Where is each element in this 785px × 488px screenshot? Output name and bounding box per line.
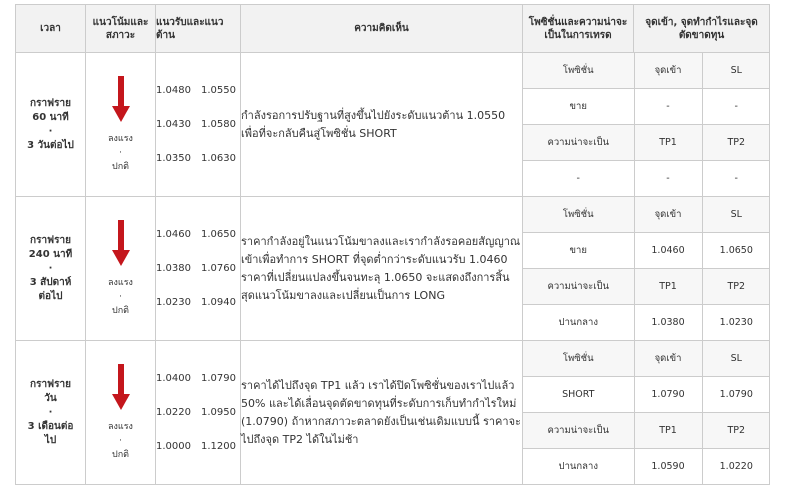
level-pair xyxy=(156,142,240,176)
position-cell xyxy=(523,341,770,485)
period-line: · xyxy=(48,125,53,137)
tp1-label: TP1 xyxy=(634,125,702,161)
entry-value: 1.0790 xyxy=(634,377,702,413)
tp1-value: - xyxy=(634,161,702,197)
trend-state: ปกติ xyxy=(111,305,129,316)
trend-dot: · xyxy=(119,435,122,446)
position-value: SHORT xyxy=(523,377,634,413)
period-line: ต่อไป xyxy=(38,290,63,302)
resistance-value: 1.0940 xyxy=(201,296,236,308)
support-value: 1.0380 xyxy=(156,262,191,274)
table-row xyxy=(16,197,770,341)
period-line: กราฟราย xyxy=(30,234,71,246)
period-line: 240 นาที xyxy=(28,248,73,260)
level-pair xyxy=(156,286,240,320)
probability-value: ปานกลาง xyxy=(523,449,634,485)
position-row xyxy=(523,413,770,449)
position-label: โพซิชั่น xyxy=(523,53,634,89)
analysis-table-container xyxy=(15,4,769,485)
tp2-label: TP2 xyxy=(702,269,770,305)
entry-label: จุดเข้า xyxy=(634,53,702,89)
level-pair xyxy=(156,430,240,464)
support-value: 1.0400 xyxy=(156,372,191,384)
probability-label: ความน่าจะเป็น xyxy=(523,413,634,449)
period-line: วัน xyxy=(44,392,57,404)
position-row xyxy=(523,53,770,89)
trend-state: ปกติ xyxy=(111,161,129,172)
probability-value: ปานกลาง xyxy=(523,305,634,341)
support-value: 1.0230 xyxy=(156,296,191,308)
position-value: ขาย xyxy=(523,89,634,125)
position-table xyxy=(523,53,770,196)
position-row xyxy=(523,449,770,485)
position-row xyxy=(523,233,770,269)
support-value: 1.0000 xyxy=(156,440,191,452)
resistance-value: 1.0580 xyxy=(201,118,236,130)
level-pair xyxy=(156,218,240,252)
sl-label: SL xyxy=(702,341,770,377)
period-line: 60 นาที xyxy=(32,111,69,123)
position-row xyxy=(523,341,770,377)
header-trend: แนวโน้มและสภาวะ xyxy=(86,5,156,53)
forex-analysis-table xyxy=(15,4,770,485)
level-pair xyxy=(156,362,240,396)
position-table xyxy=(523,341,770,484)
period-line: 3 วันต่อไป xyxy=(27,139,74,151)
entry-value: - xyxy=(634,89,702,125)
period-line: กราฟราย xyxy=(30,378,71,390)
support-value: 1.0350 xyxy=(156,152,191,164)
level-pair xyxy=(156,252,240,286)
header-row xyxy=(16,5,770,53)
support-value: 1.0220 xyxy=(156,406,191,418)
trend-strength: ลงแรง xyxy=(108,133,133,144)
table-row xyxy=(16,53,770,197)
position-cell xyxy=(523,197,770,341)
resistance-value: 1.0760 xyxy=(201,262,236,274)
period-line: · xyxy=(48,406,53,418)
position-row xyxy=(523,125,770,161)
period-line: 3 สัปดาห์ xyxy=(29,276,72,288)
sl-value: 1.0790 xyxy=(702,377,770,413)
level-pair xyxy=(156,396,240,430)
position-table xyxy=(523,197,770,340)
levels-cell xyxy=(156,53,241,197)
header-comment: ความคิดเห็น xyxy=(241,5,523,53)
support-value: 1.0430 xyxy=(156,118,191,130)
position-label: โพซิชั่น xyxy=(523,197,634,233)
levels-cell xyxy=(156,341,241,485)
period-cell xyxy=(16,53,86,197)
sl-value: 1.0650 xyxy=(702,233,770,269)
position-row xyxy=(523,377,770,413)
tp1-value: 1.0590 xyxy=(634,449,702,485)
tp2-label: TP2 xyxy=(702,125,770,161)
resistance-value: 1.0790 xyxy=(201,372,236,384)
position-label: โพซิชั่น xyxy=(523,341,634,377)
support-value: 1.0460 xyxy=(156,228,191,240)
trend-dot: · xyxy=(119,291,122,302)
level-pair xyxy=(156,108,240,142)
resistance-value: 1.1200 xyxy=(201,440,236,452)
probability-value: - xyxy=(523,161,634,197)
down-arrow-icon xyxy=(112,364,130,410)
comment-cell: ราคาได้ไปถึงจุด TP1 แล้ว เราได้ปิดโพซิชั่นของเราไปแล้ว 50% และได้เลื่อนจุดตัดขาดทุนที่ระดับการเก็บทำกำไรใหม่ (1.0790) ถ้าหากสภาวะตลาดยังเป็นเช่นเดิมแบบนี้ ราคาจะไปถึงจุด TP2 ได้ในไม่ช้า xyxy=(241,341,523,485)
level-pair xyxy=(156,74,240,108)
trend-dot: · xyxy=(119,147,122,158)
position-row xyxy=(523,305,770,341)
resistance-value: 1.0950 xyxy=(201,406,236,418)
position-cell xyxy=(523,53,770,197)
trend-strength: ลงแรง xyxy=(108,421,133,432)
period-line: ไป xyxy=(44,434,57,446)
trend-cell xyxy=(86,341,156,485)
entry-label: จุดเข้า xyxy=(634,197,702,233)
header-entry: จุดเข้า, จุดทำกำไรและจุดตัดขาดทุน xyxy=(634,5,770,53)
probability-label: ความน่าจะเป็น xyxy=(523,125,634,161)
trend-cell xyxy=(86,197,156,341)
comment-cell: กำลังรอการปรับฐานที่สูงขึ้นไปยังระดับแนวต้าน 1.0550 เพื่อที่จะกลับคืนสู่โพซิชั่น SHORT xyxy=(241,53,523,197)
tp2-label: TP2 xyxy=(702,413,770,449)
comment-cell: ราคากำลังอยู่ในแนวโน้มขาลงและเรากำลังรอคอยสัญญาณเข้าเพื่อทำการ SHORT ที่จุดต่ำกว่าระดับแนวรับ 1.0460 ราคาที่เปลี่ยนแปลงขึ้นจนทะลุ 1.0650 จะแสดงถึงการสิ้นสุดแนวโน้มขาลงและเปลี่ยนเป็นการ LONG xyxy=(241,197,523,341)
header-support-resistance: แนวรับและแนวต้าน xyxy=(156,5,241,53)
resistance-value: 1.0550 xyxy=(201,84,236,96)
tp2-value: 1.0220 xyxy=(702,449,770,485)
tp1-label: TP1 xyxy=(634,413,702,449)
period-line: 3 เดือนต่อ xyxy=(27,420,74,432)
support-value: 1.0480 xyxy=(156,84,191,96)
header-time: เวลา xyxy=(16,5,86,53)
tp2-value: - xyxy=(702,161,770,197)
trend-cell xyxy=(86,53,156,197)
sl-value: - xyxy=(702,89,770,125)
header-position: โพซิชั่นและความน่าจะเป็นในการเทรด xyxy=(523,5,634,53)
position-row xyxy=(523,269,770,305)
table-row xyxy=(16,341,770,485)
position-row xyxy=(523,89,770,125)
position-row xyxy=(523,197,770,233)
period-cell xyxy=(16,197,86,341)
tp2-value: 1.0230 xyxy=(702,305,770,341)
period-line: · xyxy=(48,262,53,274)
resistance-value: 1.0650 xyxy=(201,228,236,240)
period-cell xyxy=(16,341,86,485)
resistance-value: 1.0630 xyxy=(201,152,236,164)
sl-label: SL xyxy=(702,197,770,233)
trend-state: ปกติ xyxy=(111,449,129,460)
period-line: กราฟราย xyxy=(30,97,71,109)
tp1-value: 1.0380 xyxy=(634,305,702,341)
tp1-label: TP1 xyxy=(634,269,702,305)
down-arrow-icon xyxy=(112,220,130,266)
levels-cell xyxy=(156,197,241,341)
position-value: ขาย xyxy=(523,233,634,269)
entry-value: 1.0460 xyxy=(634,233,702,269)
trend-strength: ลงแรง xyxy=(108,277,133,288)
down-arrow-icon xyxy=(112,76,130,122)
entry-label: จุดเข้า xyxy=(634,341,702,377)
position-row xyxy=(523,161,770,197)
sl-label: SL xyxy=(702,53,770,89)
probability-label: ความน่าจะเป็น xyxy=(523,269,634,305)
